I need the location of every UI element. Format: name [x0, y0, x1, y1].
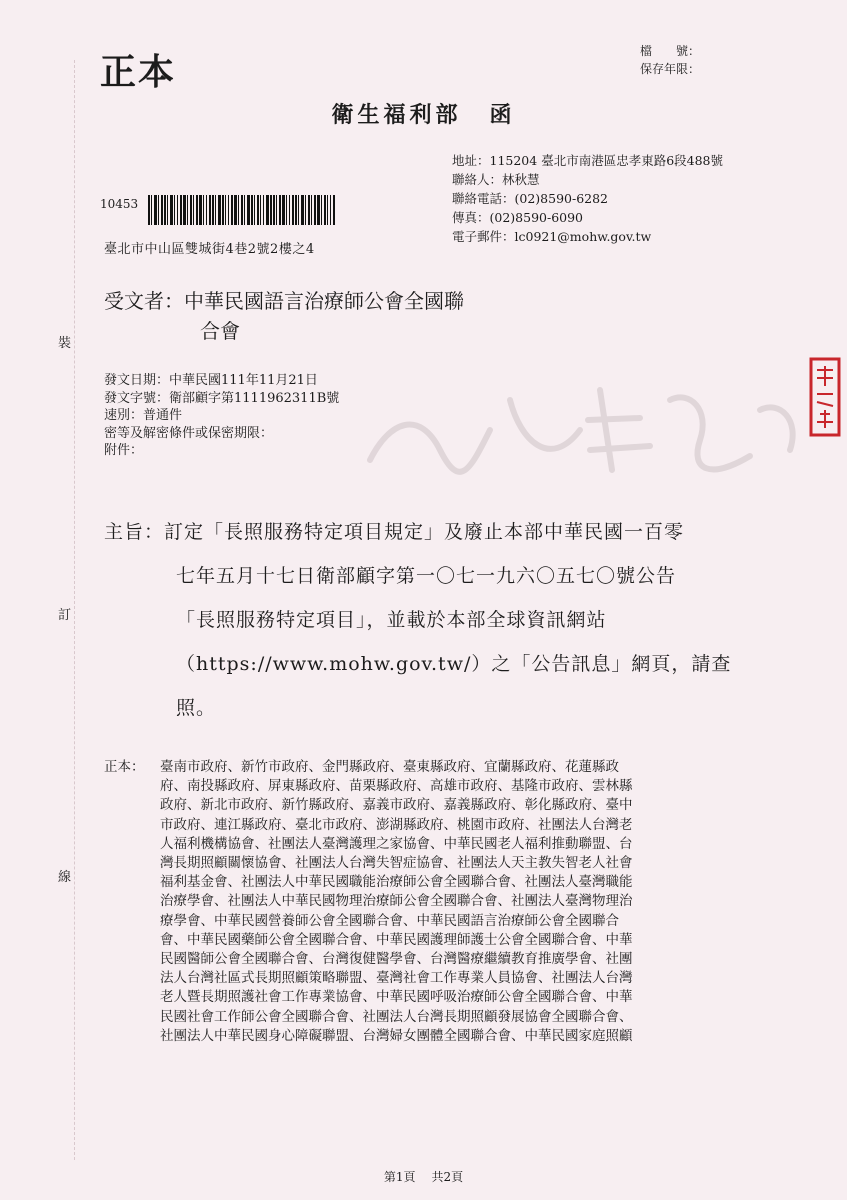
retention-label: 保存年限：	[640, 62, 701, 76]
file-meta	[640, 42, 700, 78]
barcode-bar	[257, 195, 259, 225]
barcode-bar	[206, 195, 207, 225]
barcode-bar	[228, 195, 229, 225]
security-level: 密等及解密條件或保密期限：	[104, 425, 274, 441]
agency-name: 衛生福利部	[331, 102, 462, 128]
barcode-bar	[298, 195, 299, 225]
barcode-bar	[260, 195, 261, 225]
barcode-bar	[292, 195, 294, 225]
distribution-line: 社團法人中華民國身心障礙聯盟、台灣婦女團體全國聯合會、中華民國家庭照顧	[160, 1027, 633, 1044]
contact-fax: 傳真：(02)8590-6090	[452, 210, 584, 225]
barcode-bar	[308, 195, 310, 225]
barcode-bar	[263, 195, 264, 225]
document-type: 函	[489, 102, 516, 128]
barcode-bar	[238, 195, 239, 225]
barcode-bar	[199, 195, 202, 225]
distribution-line: 民國醫師公會全國聯合會、台灣復健醫學會、台灣醫療繼續教育推廣學會、社團	[160, 951, 633, 968]
official-signature-stamp-icon	[350, 360, 820, 490]
barcode-bar	[196, 195, 198, 225]
barcode-bar	[289, 195, 290, 225]
distribution-line: 老人暨長期照護社會工作專業協會、中華民國呼吸治療師公會全國聯合會、中華	[160, 989, 633, 1006]
document-title	[0, 98, 847, 129]
barcode-bar	[305, 195, 306, 225]
barcode-bar	[225, 195, 226, 225]
barcode-bar	[282, 195, 285, 225]
agency-address: 地址：115204 臺北市南港區忠孝東路6段488號	[452, 153, 724, 168]
distribution-line: 會、中華民國藥師公會全國聯合會、中華民國護理師護士公會全國聯合會、中華	[160, 931, 633, 948]
barcode-bar	[247, 195, 250, 225]
page-number: 第1頁	[383, 1170, 416, 1184]
barcode-bar	[254, 195, 255, 225]
contact-person: 聯絡人：林秋慧	[452, 172, 540, 187]
delivery-speed: 速別：普通件	[104, 408, 183, 423]
subject-line: 照。	[176, 697, 217, 719]
barcode-bar	[161, 195, 163, 225]
distribution-line: 治療學會、社團法人中華民國物理治療師公會全國聯合會、社團法人臺灣物理治	[160, 893, 633, 910]
binding-mark-xian: 線	[58, 870, 72, 885]
barcode-bar	[301, 195, 304, 225]
barcode-bar	[327, 195, 328, 225]
barcode-bar	[215, 195, 216, 225]
barcode-bar	[266, 195, 269, 225]
barcode-bar	[203, 195, 204, 225]
mail-barcode-icon	[148, 195, 356, 225]
barcode-bar	[148, 195, 150, 225]
barcode-bar	[180, 195, 182, 225]
barcode-bar	[193, 195, 194, 225]
subject-line: （https://www.mohw.gov.tw/）之「公告訊息」網頁，請查	[176, 653, 732, 675]
issue-date: 發文日期：中華民國111年11月21日	[104, 373, 318, 388]
barcode-bar	[244, 195, 245, 225]
barcode-bar	[234, 195, 237, 225]
barcode-bar	[174, 195, 175, 225]
distribution-label: 正本：	[104, 759, 145, 775]
barcode-bar	[241, 195, 243, 225]
barcode-bar	[251, 195, 253, 225]
barcode-bar	[279, 195, 281, 225]
page-total: 共2頁	[431, 1170, 464, 1184]
contact-email: 電子郵件：lc0921@mohw.gov.tw	[452, 229, 652, 244]
document-number: 發文字號：衛部顧字第1111962311B號	[104, 390, 340, 406]
barcode-bar	[314, 195, 316, 225]
original-copy-mark: 正本	[100, 51, 177, 93]
distribution-line: 福利基金會、社團法人中華民國職能治療師公會全國聯合會、社團法人臺灣職能	[160, 874, 633, 891]
contact-block	[452, 151, 723, 246]
barcode-bar	[158, 195, 159, 225]
barcode-bar	[190, 195, 192, 225]
barcode-bar	[183, 195, 186, 225]
barcode-bar	[151, 195, 152, 225]
red-seal-icon	[808, 356, 842, 438]
distribution-line: 法人台灣社區式長期照顧策略聯盟、臺灣社會工作專業人員協會、社團法人台灣	[160, 970, 633, 987]
distribution-line: 民國社會工作師公會全國聯合會、社團法人台灣長期照顧發展協會全國聯合會、	[160, 1008, 633, 1025]
barcode-bar	[276, 195, 277, 225]
subject-line: 「長照服務特定項目」，並載於本部全球資訊網站	[176, 609, 607, 631]
barcode-bar	[330, 195, 331, 225]
barcode-bar	[273, 195, 275, 225]
barcode-bar	[231, 195, 233, 225]
barcode-bar	[218, 195, 221, 225]
barcode-bar	[270, 195, 272, 225]
barcode-bar	[209, 195, 211, 225]
subject-paragraph	[104, 510, 784, 730]
distribution-line: 療學會、中華民國營養師公會全國聯合會、中華民國語言治療師公會全國聯合	[160, 912, 619, 929]
barcode-bar	[295, 195, 297, 225]
subject-line: 七年五月十七日衛部顧字第一〇七一九六〇五七〇號公告	[176, 565, 677, 587]
barcode-bar	[321, 195, 322, 225]
barcode-bar	[286, 195, 287, 225]
barcode-bar	[164, 195, 166, 225]
barcode-bar	[187, 195, 188, 225]
binding-mark-ding: 訂	[58, 608, 72, 623]
distribution-line: 府、南投縣政府、屏東縣政府、苗栗縣政府、高雄市政府、基隆市政府、雲林縣	[160, 778, 633, 795]
issuance-fields	[104, 372, 339, 460]
recipient-line-2: 合會	[200, 319, 240, 343]
page-footer	[0, 1168, 847, 1185]
distribution-line: 政府、新北市政府、新竹縣政府、嘉義市政府、嘉義縣政府、彰化縣政府、臺中	[160, 797, 633, 814]
attachments: 附件：	[104, 443, 144, 458]
recipient	[104, 286, 664, 346]
distribution-line: 灣長期照顧關懷協會、社團法人台灣失智症協會、社團法人天主教失智老人社會	[160, 855, 633, 872]
barcode-bar	[222, 195, 224, 225]
postal-code: 10453	[100, 197, 139, 211]
recipient-line-1: 受文者：中華民國語言治療師公會全國聯	[104, 289, 464, 313]
barcode-bar	[170, 195, 173, 225]
mailing-address: 臺北市中山區雙城街4巷2號2樓之4	[104, 242, 315, 257]
distribution-list	[104, 758, 772, 1046]
barcode-bar	[333, 195, 335, 225]
barcode-bar	[154, 195, 157, 225]
barcode-bar	[311, 195, 312, 225]
barcode-bar	[177, 195, 178, 225]
barcode-bar	[167, 195, 168, 225]
distribution-line: 市政府、連江縣政府、臺北市政府、澎湖縣政府、桃園市政府、社團法人台灣老	[160, 816, 633, 833]
barcode-bar	[317, 195, 320, 225]
contact-phone: 聯絡電話：(02)8590-6282	[452, 191, 609, 206]
barcode-bar	[212, 195, 214, 225]
binding-line	[74, 60, 75, 1160]
barcode-bar	[324, 195, 326, 225]
file-number-label: 檔 號：	[640, 44, 701, 58]
distribution-line: 臺南市政府、新竹市政府、金門縣政府、臺東縣政府、宜蘭縣政府、花蓮縣政	[160, 759, 619, 775]
distribution-line: 人福利機構協會、社團法人臺灣護理之家協會、中華民國老人福利推動聯盟、台	[160, 835, 633, 852]
binding-mark-zhuang: 裝	[58, 336, 72, 351]
subject-line: 主旨：訂定「長照服務特定項目規定」及廢止本部中華民國一百零	[104, 521, 685, 543]
